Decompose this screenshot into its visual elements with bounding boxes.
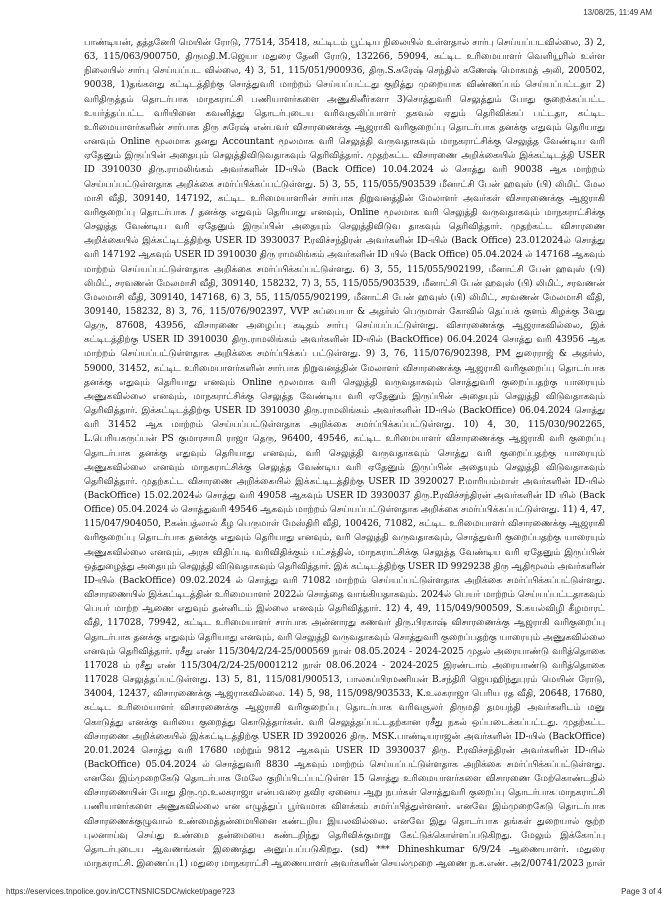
body-paragraph: பாண்டியன், தத்தனேரி மெயின் ரோடு, 77514, 35418, கட்டிடம் பூட்டிய நிலையில் உள்ளதால் சார்பு செய்யப்படவில்லை, 3) 2, 63, 115/063/900750, திருமதி.M.ஜெயா மதுரை தேனி ரோடு, 132266, 59094, கட்டிட உரிமையாளர் வெளியூரில் உள்ள நிலையில் சார்பு செய்யப்பட வில்லை, 4) 3, 51, 115/051/900936, திரு.S.சுரேஷ் செந்தில் கணேஷ் மொகமத் அலி, 200502, 90038, 1)தங்களது கட்டிடத்திற்கு சொத்துவரி மாற்றம் செய்யப்பட்டது குறித்து முறையாக விண்ணப்பம் செய்யப்பட்டதா 2) வரிதிருத்தம் தொடர்பாக மாநகராட்சி பணியாளர்களை அணுகினீர்களா 3)சொத்துவரி செலுத்தும் போது குறைக்கப்பட்ட உயர்த்தப்பட்ட வரியினை கவனித்து தொடர்புடைய வரிவசூலிப்பாளர் தகவல் ஏதும் தெரிவிக்கப் பட்டதா, கட்டிட உரிமையாளர்களின் சார்பாக திரு சுரேஷ் என்பவர் விசாரணைக்கு ஆஜராகி வரிகுறைப்பு தொடர்பாக தனக்கு எதுவும் தெரியாது எனவும் Online மூலமாக தனது Accountant மூலமாக வரி செலுத்தி வருவதாகவும் மாநகராட்சிக்கு செலுத்த வேண்டிய வரி ஏதேனும் இருப்பின் அதையும் செலுத்திவிடுவதாகவும் தெரிவித்தார். முதற்கட்ட விசாரணை அறிக்கையில் இக்கட்டிடத்தி USER ID 3910030 திரு.ராமலிங்கம் அவர்களின் ID-யில் (Back Office) 10.04.2024 ல் சொத்து வரி 90038 ஆக மாற்றம் செய்யப்பட்டுள்ளதாக அறிக்கை சமர்ப்பிக்கப்பட்டுள்ளது. 5) 3, 55, 115/055/903539 மீனாட்சி பேன் ஹவுஸ் (பி) லிமிட் மேல மாசி வீதி, 309140, 147192, கட்டிட உரிமையாளரின் சார்பாக நிறுவனத்தின் மேலாளர் அவர்கள் விசாரணைக்கு ஆஜராகி வரிகுறைப்பு தொடர்பாக / தனக்கு எதுவும் தெரியாது எனவும், Online மூலமாக வரி செலுத்தி வருவதாகவும் மாநகராட்சிக்கு செலுத்த வேண்டிய வரி ஏதேனும் இருப்பின் அதையும் செலுத்திவிடுவ தாகவும் தெரிவித்தார். முதற்கட்ட விசாரணை அறிக்கையில் இக்கட்டிடத்திற்கு USER ID 3930037 P.ரவிச்சந்திரன் அவர்களின் ID-யில் (Back Office) 23.012024ல் சொத்து வரி 147192 ஆகவும் USER ID 3910030 திரு ராமலிங்கம் அவர்களின் ID யில் (Back Office) 05.04.2024 ல் 147168 ஆகவும் மாற்றம் செய்யப்பட்டுள்ளதாக அறிக்கை சமர்ப்பிக்கப்பட்டுள்ளது. 6) 3, 55, 115/055/902199, மீனாட்சி பேன் ஹவுஸ் (பி) லிமிட், சரவணன் மேலமாசி வீதி, 309140, 158232, 7) 3, 55, 115/055/903539, மீனாட்சி பேன் ஹவுஸ் (பி) லிமிட், சரவணன் மேலமாசி வீதி, 309140, 147168, 6) 3, 55, 115/055/902199, மீனாட்சி பேன் ஹவுஸ் (பி) லிமிட், சரவணன் மேலமாசி வீதி, 309140, 158232, 8) 3, 76, 115/076/902397, VVP சுப்பையா & அதர்ஸ் பெருமாள் கோவில் தெப்பக் குளம் கிழக்கு 3வது தெரு, 87608, 43956, விசாரணை அழைப்பு கடிதம் சார்பு செய்யப்பட்டுள்ளது. விசாரணைக்கு ஆஜராகவில்லை, இக் கட்டிடத்திற்கு USER ID 3910030 திரு.ராமலிங்கம் அவர்களின் ID-யில் (BackOffice) 06.04.2024 சொத்து வரி 43956 ஆக மாற்றம் செய்யப்பட்டுள்ளதாக அறிக்கை சமர்ப்பிக்கப் பட்டுள்ளது. 9) 3, 76, 115/076/902398, PM துரைராஜ் & அதர்ஸ், 59000, 31452, கட்டிட உரிமையாளர்களின் சார்பாக நிறுவனத்தின் மேலாளர் விசாரணைக்கு ஆஜராகி வரிகுறைப்பு தொடர்பாக தனக்கு எதுவும் தெரியாது எனவும் Online மூலமாக வரி செலுத்தி வருவதாகவும் சொத்துவரி குறைப்பதற்கு யாரையும் அணுகவில்லை எனவும், மாநகராட்சிக்கு செலுத்த வேண்டிய வரி ஏதேனும் இருப்பின் அதையும் செலுத்தி விடுவதாகவும் தெரிவித்தார். இக்கட்டிடத்திற்கு USER ID 3910030 திரு.ராமலிங்கம் அவர்களின் ID-யில் (BackOffice) 06.04.2024 சொத்து வரி 31452 ஆக மாற்றம் செய்யப்பட்டுள்ளதாக அறிக்கை சமர்ப்பிக்கப்பட்டுள்ளது. 10) 4, 30, 115/030/902265, L.பெரியகருப்பன் PS குமாரசாமி ராஜா தெரு, 96400, 49546, கட்டிட உரிமையாளர் விசாரணைக்கு ஆஜராகி வரி குறைப்பு தொடர்பாக தனக்கு எதுவும் தெரியாது எனவும், வரி செலுத்தி வருவதாகவும் சொத்து வரி குறைப்பதற்கு யாரையும் அணுகவில்லை எனவும் மாநகராட்சிக்கு செலுத்த வேண்டிய வரி ஏதேனும் இருப்பின் அதையும் செலுத்தி விடுவதாகவும் தெரிவித்தார். முதற்கட்ட விசாரணை அறிக்கையில் இக்கட்டிடத்திற்கு USER ID 3920027 P.மாரியம்மாள் அவர்களின் ID-யில் (BackOffice) 15.02.2024ல் சொத்து வரி 49058 ஆகவும் USER ID 3930037 திரு.P.ரவிச்சந்திரன் அவர்களின் ID யில் (Back Office) 05.04.2024 ல் சொத்துவரி 49546 ஆகவும் மாற்றம் செய்யப்பட்டுள்ளதாக அறிக்கை சமர்ப்பிக்கப்பட்டுள்ளது. 11) 4, 47, 115/047/904050, P.கன்பத்லால் கீழ பெருமாள் மேஸ்திரி வீதி, 100426, 71082, கட்டிட உரிமையாளர் விசாரணைக்கு ஆஜராகி வரிகுறைப்பு தொடர்பாக தனக்கு எதுவும் தெரியாது எனவும், வரி செலுத்தி வருவதாகவும், சொத்துவரி குறைப்பதற்கு யாரையும் அணுகவில்லை எனவும், அரசு விதிப்படி வரிவிதிக்கும் பட்சத்தில், மாநகராட்சிக்கு செலுத்த வேண்டிய வரி ஏதேனும் இருப்பின் ஒத்துழைத்து அதையும் செலுத்தி விடுவதாகவும் தெரிவித்தார். இக் கட்டிடத்திற்கு USER ID 9929238 திரு ஆதிமூலம் அவர்களின் ID-யில் (BackOffice) 09.02.2024 ல் சொத்து வரி 71082 மாற்றம் செய்யப்பட்டுள்ளதாக அறிக்கை சமர்ப்பிக்கப்பட்டுள்ளது. விசாரணையில் இக்கட்டிடத்தின் உரிமையாளர் 2022ல் சொத்தை வாங்கியதாகவும். 2024ல் பெயர் மாற்றம் செய்யப்பட்டதாகவும் பெயர் மாற்ற ஆணை எதுவும் தன்னிடம் இல்லை எனவும் தெரிவித்தார். 12) 4, 49, 115/049/900509, S.கயல்விழி கீழமாரட் வீதி, 117028, 79942, கட்டிட உரிமையாளர் சார்பாக அன்னாரது கணவர் திரு.பிரகாஷ் விசாரணைக்கு ஆஜராகி வரிகுறைப்பு தொடர்பாக தனக்கு எதுவும் தெரியாது எனவும், வரி செலுத்தி வருவதாகவும் சொத்துவரி குறைப்பதற்கு யாரையும் அணுகவில்லை எனவும் தெரிவித்தார். ரசீது எண் 115/304/2/24-25/000569 நாள் 08.05.2024 - 2024-2025 முதல் அரையாண்டு வரித்தொகை 117028 ம் ரசீது எண் 115/304/2/24-25/0001212 நாள் 08.06.2024 - 2024-2025 இரண்டாம் அரையாண்டு வரித்தொகை 117028 செலுத்தப்பட்டுள்ளது. 13) 5, 81, 115/081/900513, பாலசுப்பிரமணியன் B.சந்திரி ஜெயஹிந்துபுரம் மெயின் ரோடு, 34004, 12437, விசாரணைக்கு ஆஜராகவில்லை. 14) 5, 98, 115/098/903533, K.உலகராஜா பெரிய ரத வீதி, 20648, 17680, கட்டிட உரிமையாளர் விசாரணைக்கு ஆஜராகி வரிகுறைப்பு தொடர்பாக வரிவசூலர் திருமதி தமயந்தி அவர்களிடம் மனு கொடுத்து எனக்கு வரியை குறைத்து கொடுத்தார்கள். வரி செலுத்தப்பட்டதற்கான ரசீது நகல் ஒப்படைக்கப்பட்டது. முதற்கட்ட விசாரணை அறிக்கையில் இக்கட்டிடத்திற்கு USER ID 3920026 திரு. MSK.பாண்டியராஜன் அவர்களின் ID-யில் (BackOffice) 20.01.2024 சொத்து வரி 17680 மற்றும் 9812 ஆகவும் USER ID 3930037 திரு. P.ரவிச்சந்திரன் அவர்களின் ID-யில் (BackOffice) 05.04.2024 ல் சொத்துவரி 8830 ஆகவும் மாற்றம் செய்யப்பட்டுள்ளதாக அறிக்கை சமர்ப்பிக்கப்பட்டுள்ளது. எனவே இம்முறைகேடு தொடர்பாக மேலே குறிப்பிடப்பட்டுள்ள 15 சொத்து உரிமையாளர்களை விசாரணை மேற்கொண்டதில் விசாரணையின் போது திரு.மு.உலகராஜா என்பவரை தவிர ஏனைய ஆறு நபர்கள் சொத்துவரி குறைப்பு தொடர்பாக மாநகராட்சி பணியாளர்களை அணுகவில்லை என எழுத்துப் பூர்வமாக விளக்கம் சமர்ப்பித்துள்ளனர். எனவே இம்முறைகேடு தொடர்பாக விசாரணைக்குழுவால் உண்மைத்தன்மையினை கண்டறிய இயலவில்லை. எனவே இது தொடர்பாக தங்கள் துறையால் குற்ற புலனாய்வு செய்து உண்மை தன்மையை கண்டறிந்து தெரிவிக்குமாறு கேட்டுக்கொள்ளப்படுகிறது. மேலும் இக்கோப்பு தொடர்புடைய ஆவணங்கள் இணைத்து அனுப்பப்படுகிறது. (sd) *** Dhineshkumar 6/9/24 ஆணையாளர். மதுரை மாநகராட்சி. இணைப்பு1) மதுரை மாநகராட்சி ஆணையாளர் அவர்களின் செயல்முறை ஆணை ந.க.எண். அ2/00741/2023 நாள்: [84, 38, 605, 870]
page-number: Page 3 of 4: [621, 887, 662, 896]
document-body: [84, 36, 605, 870]
print-timestamp: 13/08/25, 11:49 AM: [583, 8, 652, 17]
print-footer: [6, 887, 662, 896]
page-url: https://eservices.tnpolice.gov.in/CCTNSNICSDC/wicket/page?23: [6, 887, 235, 896]
